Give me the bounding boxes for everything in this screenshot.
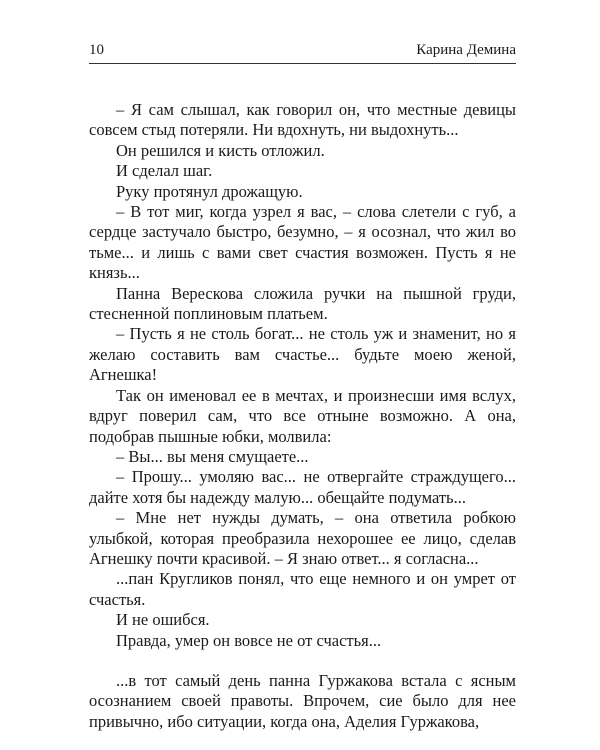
paragraph: – Я сам слышал, как говорил он, что местные девицы совсем стыд потеряли. Ни вдохнуть, ни выдохнуть... <box>89 100 516 140</box>
paragraph: – Мне нет нужды думать, – она ответила робкою улыбкой, которая преобразила нехорошее ее лицо, сделав Агнешку почти красивой. – Я знаю ответ... я согласна... <box>89 508 516 568</box>
paragraph: И сделал шаг. <box>116 161 213 181</box>
paragraph: ...пан Кругликов понял, что еще немного и он умрет от счастья. <box>89 569 516 609</box>
running-header <box>89 40 516 60</box>
paragraph: И не ошибся. <box>116 610 210 630</box>
body-text <box>89 100 516 732</box>
running-header-author: Карина Демина <box>416 42 516 58</box>
paragraph: Так он именовал ее в мечтах, и произнесши имя вслух, вдруг поверил сам, что все отныне возможно. А она, подобрав пышные юбки, молвила: <box>89 385 516 446</box>
paragraph-section-start: ...в тот самый день панна Гуржакова встала с ясным осознанием своей правоты. Впрочем, сие было для нее привычно, ибо ситуации, когда она, Аделия Гуржакова, <box>89 670 516 731</box>
paragraph: Руку протянул дрожащую. <box>116 181 303 201</box>
paragraph: – Прошу... умоляю вас... не отвергайте страждущего... дайте хотя бы надежду малую... обещайте подумать... <box>89 467 516 507</box>
paragraph: Панна Верескова сложила ручки на пышной груди, стесненной поплиновым платьем. <box>89 283 516 324</box>
paragraph: Правда, умер он вовсе не от счастья... <box>116 630 382 650</box>
page-number: 10 <box>89 42 104 58</box>
header-rule <box>89 63 516 64</box>
paragraph: – В тот миг, когда узрел я вас, – слова слетели с губ, а сердце застучало быстро, безумно, – я осознал, что жил во тьме... и лишь с вами свет счастия возможен. Пусть я не князь... <box>89 202 516 283</box>
paragraph: – Вы... вы меня смущаете... <box>116 446 309 466</box>
paragraph: Он решился и кисть отложил. <box>116 140 325 160</box>
paragraph: – Пусть я не столь богат... не столь уж и знаменит, но я желаю составить вам счастье... будьте моею женой, Агнешка! <box>89 324 516 385</box>
